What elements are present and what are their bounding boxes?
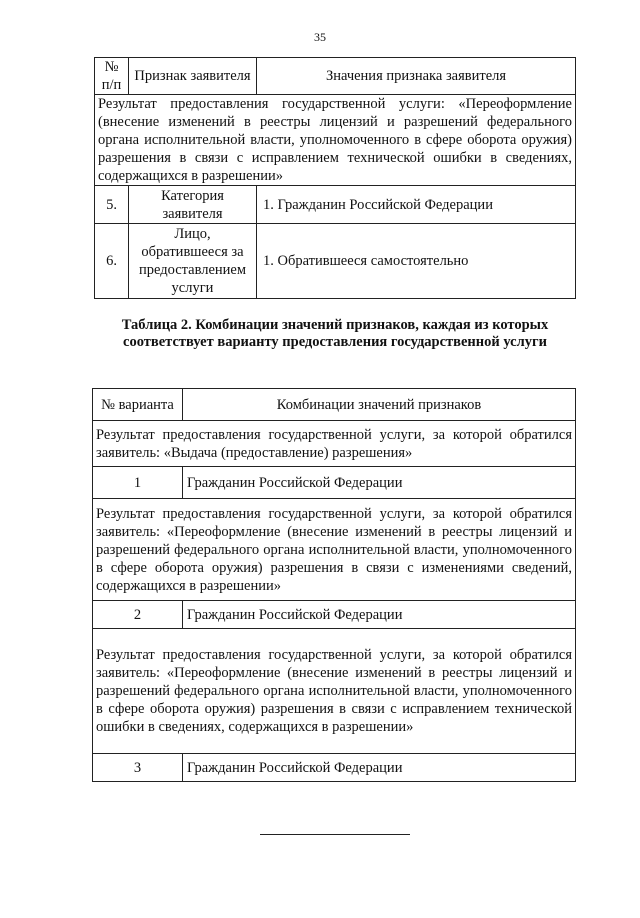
- header-variant: № варианта: [93, 389, 183, 421]
- row-value: 1. Обратившееся самостоятельно: [257, 224, 576, 299]
- variant-combination: Гражданин Российской Федерации: [183, 467, 576, 499]
- variant-combination: Гражданин Российской Федерации: [183, 754, 576, 782]
- table-section-row: [93, 629, 576, 754]
- footer-divider: [260, 834, 410, 835]
- row-num: 5.: [95, 186, 129, 224]
- row-feature: Категория заявителя: [129, 186, 257, 224]
- variant-combination: Гражданин Российской Федерации: [183, 601, 576, 629]
- row-num: 6.: [95, 224, 129, 299]
- table-section-row: [95, 95, 576, 186]
- table-header-row: [93, 389, 576, 421]
- header-num: № п/п: [95, 58, 129, 95]
- table-row: [93, 754, 576, 782]
- row-feature: Лицо, обратившееся за предоставлением услуги: [129, 224, 257, 299]
- variant-number: 3: [93, 754, 183, 782]
- table-section-row: [93, 421, 576, 467]
- section-text: Результат предоставления государственной услуги: «Переоформление (внесение изменений в реестры лицензий и разрешений федерального органа исполнительной власти, уполномоченного в сфере оборота оружия) разрешения в связи с исправлением технической ошибки в сведениях, содержащихся в разрешении»: [95, 95, 576, 186]
- table-row: [95, 224, 576, 299]
- section-text: Результат предоставления государственной услуги, за которой обратился заявитель: «Выдача (предоставление) разрешения»: [93, 421, 576, 467]
- header-values: Значения признака заявителя: [257, 58, 576, 95]
- table-row: [93, 601, 576, 629]
- table-section-row: [93, 499, 576, 601]
- variant-combinations-table: [92, 388, 576, 782]
- section-text: Результат предоставления государственной услуги, за которой обратился заявитель: «Переоформление (внесение изменений в реестры лицензий и разрешений федерального органа исполнительной власти, уполномоченного в сфере оборота оружия) разрешения в связи с изменениями сведений, содержащихся в разрешении»: [93, 499, 576, 601]
- table-row: [95, 186, 576, 224]
- header-combinations: Комбинации значений признаков: [183, 389, 576, 421]
- applicant-features-table: [94, 57, 576, 299]
- row-value: 1. Гражданин Российской Федерации: [257, 186, 576, 224]
- header-feature: Признак заявителя: [129, 58, 257, 95]
- variant-number: 2: [93, 601, 183, 629]
- table-row: [93, 467, 576, 499]
- page-number: 35: [314, 30, 326, 44]
- table-header-row: [95, 58, 576, 95]
- variant-number: 1: [93, 467, 183, 499]
- section-text: Результат предоставления государственной услуги, за которой обратился заявитель: «Переоформление (внесение изменений в реестры лицензий и разрешений федерального органа исполнительной власти, уполномоченного в сфере оборота оружия) разрешения в связи с исправлением технической ошибки в сведениях, содержащихся в разрешении»: [93, 629, 576, 754]
- table2-caption: Таблица 2. Комбинации значений признаков, каждая из которых соответствует варианту предоставления государственной услуги: [121, 317, 549, 350]
